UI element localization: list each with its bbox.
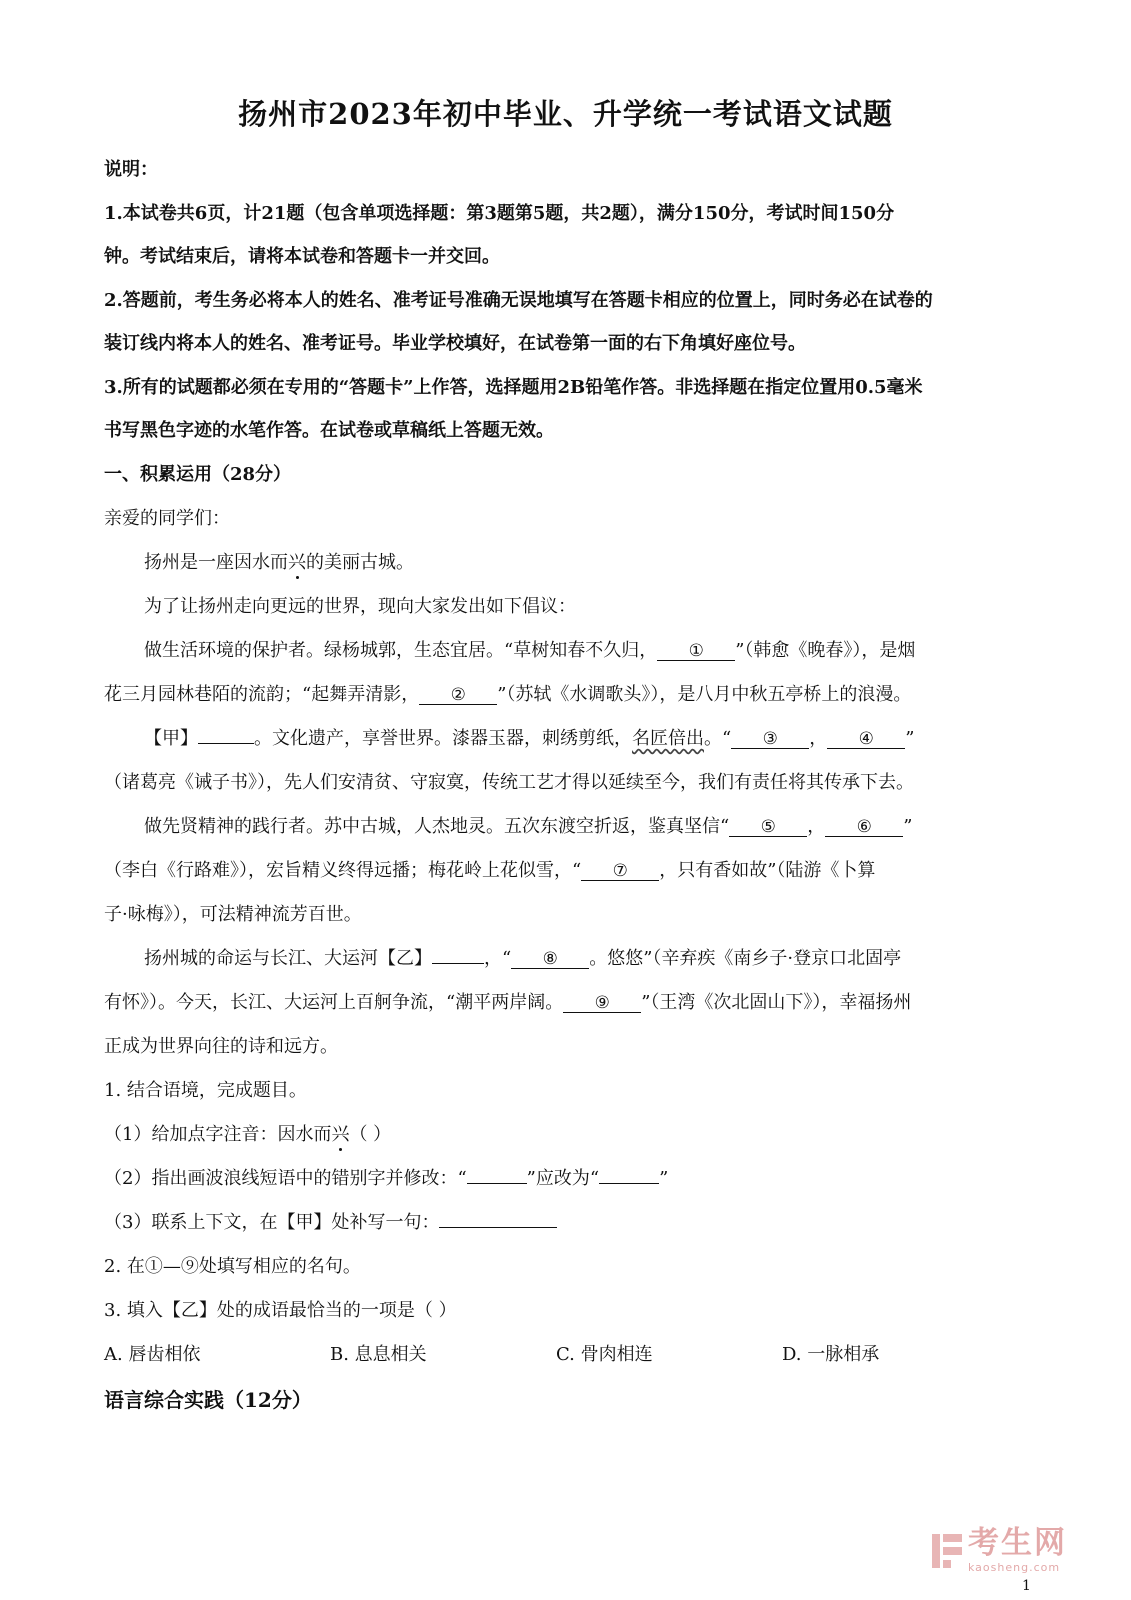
passage-line-9: 子·咏梅》），可法精神流芳百世。 <box>104 904 362 925</box>
blank-yi[interactable] <box>432 963 484 964</box>
question-1: 1. 结合语境，完成题目。 <box>104 1080 307 1101</box>
note-3-line-1: 3.所有的试题都必须在专用的“答题卡”上作答，选择题用2B铅笔作答。非选择题在指定位置用0.5毫米 <box>104 377 923 398</box>
section-2-heading: 语言综合实践（12分） <box>104 1388 312 1412</box>
passage-line-10: 扬州城的命运与长江、大运河【乙】 ，“ ⑧ 。悠悠”（辛弃疾《南乡子·登京口北固亭 <box>144 948 902 969</box>
blank-9[interactable]: ⑨ <box>563 995 641 1013</box>
emphasis-dot-char: 兴 <box>331 1120 349 1146</box>
blank-1[interactable]: ① <box>657 643 735 661</box>
watermark-text: 考生网 <box>968 1525 1067 1561</box>
passage-line-5: 【甲】 。文化遗产，享誉世界。漆器玉器，刺绣剪纸，名匠倍出。“ ③ ， ④ ” <box>144 728 915 749</box>
note-1-line-1: 1.本试卷共6页，计21题（包含单项选择题：第3题第5题，共2题），满分150分，考试时间150分 <box>104 203 895 224</box>
passage-line-3: 做生活环境的保护者。绿杨城郭，生态宜居。“草树知春不久归， ① ”（韩愈《晚春》），是烟 <box>144 640 916 661</box>
emphasis-dot-char: 兴 <box>288 548 306 574</box>
logo-icon <box>932 1532 962 1570</box>
option-d[interactable]: D. 一脉相承 <box>782 1344 880 1365</box>
passage-line-12: 正成为世界向往的诗和远方。 <box>104 1036 338 1057</box>
passage-line-11: 有怀》）。今天，长江、大运河上百舸争流，“潮平两岸阔。 ⑨ ”（王湾《次北固山下》），幸福扬州 <box>104 992 912 1013</box>
blank-3[interactable]: ③ <box>731 731 809 749</box>
passage-greeting: 亲爱的同学们： <box>104 508 230 529</box>
passage-line-6: （诸葛亮《诫子书》），先人们安清贫、守寂寞，传统工艺才得以延续至今，我们有责任将其传承下去。 <box>104 772 914 793</box>
note-1-line-2: 钟。考试结束后，请将本试卷和答题卡一并交回。 <box>104 246 500 267</box>
watermark-url: kaosheng.com <box>968 1561 1061 1574</box>
blank-wrong-char[interactable] <box>467 1183 527 1184</box>
passage-line-2: 为了让扬州走向更远的世界，现向大家发出如下倡议： <box>144 596 576 617</box>
question-2: 2. 在①—⑨处填写相应的名句。 <box>104 1256 361 1277</box>
notes-heading: 说明： <box>104 159 158 180</box>
blank-correct-char[interactable] <box>599 1183 659 1184</box>
blank-6[interactable]: ⑥ <box>825 819 903 837</box>
answer-paren[interactable]: （ ） <box>349 1124 392 1145</box>
option-a[interactable]: A. 唇齿相依 <box>104 1344 201 1365</box>
page-title: 扬州市2023年初中毕业、升学统一考试语文试题 <box>238 97 893 131</box>
watermark-logo <box>932 1525 1067 1574</box>
note-2-line-2: 装订线内将本人的姓名、准考证号。毕业学校填好，在试卷第一面的右下角填好座位号。 <box>104 333 806 354</box>
blank-4[interactable]: ④ <box>827 731 905 749</box>
blank-7[interactable]: ⑦ <box>581 863 659 881</box>
question-1-1: （1）给加点字注音：因水而兴（ ） <box>104 1120 391 1146</box>
passage-line-8: （李白《行路难》），宏旨精义终得远播；梅花岭上花似雪，“ ⑦ ，只有香如故”（陆游《卜算 <box>104 860 876 881</box>
blank-jia[interactable] <box>198 743 254 744</box>
question-3: 3. 填入【乙】处的成语最恰当的一项是（ ） <box>104 1300 457 1321</box>
note-3-line-2: 书写黑色字迹的水笔作答。在试卷或草稿纸上答题无效。 <box>104 420 554 441</box>
section-1-heading: 一、积累运用（28分） <box>104 464 292 485</box>
passage-line-1: 扬州是一座因水而兴的美丽古城。 <box>144 548 414 574</box>
option-c[interactable]: C. 骨肉相连 <box>556 1344 653 1365</box>
note-2-line-1: 2.答题前，考生务必将本人的姓名、准考证号准确无误地填写在答题卡相应的位置上，同时务必在试卷的 <box>104 290 933 311</box>
page-number: 1 <box>1022 1578 1031 1594</box>
option-b[interactable]: B. 息息相关 <box>330 1344 427 1365</box>
blank-2[interactable]: ② <box>419 687 497 705</box>
wavy-phrase: 名匠倍出 <box>632 728 704 749</box>
blank-supplement[interactable] <box>439 1227 557 1228</box>
passage-line-4: 花三月园林巷陌的流韵；“起舞弄清影， ② ”（苏轼《水调歌头》），是八月中秋五亭桥上的浪漫。 <box>104 684 912 705</box>
passage-line-7: 做先贤精神的践行者。苏中古城，人杰地灵。五次东渡空折返，鉴真坚信“ ⑤ ， ⑥ ” <box>144 816 913 837</box>
question-1-3: （3）联系上下文，在【甲】处补写一句： <box>104 1208 557 1234</box>
blank-5[interactable]: ⑤ <box>729 819 807 837</box>
blank-8[interactable]: ⑧ <box>511 951 589 969</box>
question-1-2: （2）指出画波浪线短语中的错别字并修改：“ ”应改为“ ” <box>104 1168 669 1189</box>
